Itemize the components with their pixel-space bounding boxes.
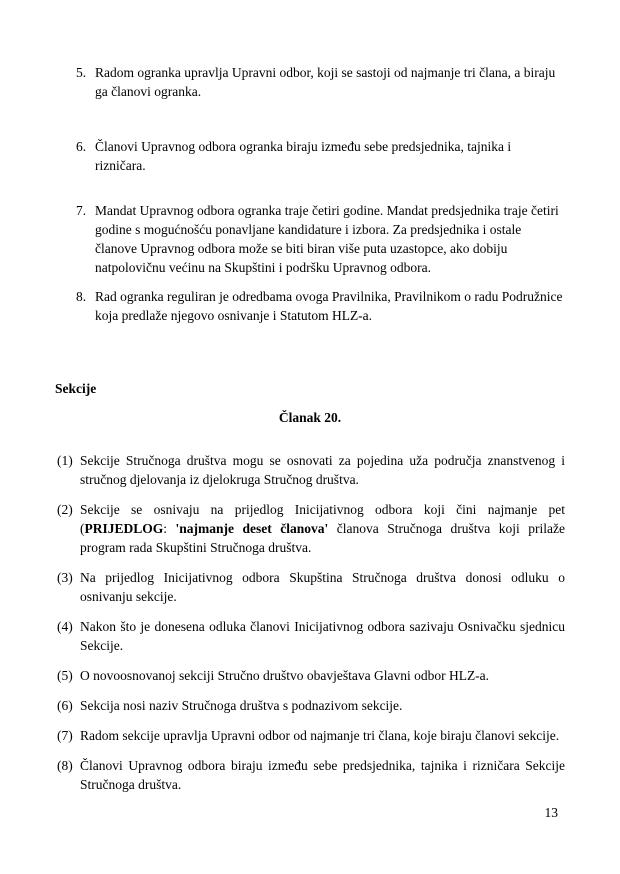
paragraph-text: Radom sekcije upravlja Upravni odbor od najmanje tri člana, koje biraju članovi sekcije. bbox=[80, 728, 560, 743]
item-number: 6. bbox=[76, 139, 87, 154]
paragraph-text: Članovi Upravnog odbora biraju između sebe predsjednika, tajnika i rizničara Sekcije Stručnoga društva. bbox=[80, 758, 565, 792]
paragraph-text: Sekcija nosi naziv Stručnoga društva s podnazivom sekcije. bbox=[80, 698, 403, 713]
paragraph-number: (8) bbox=[57, 758, 73, 773]
page-number: 13 bbox=[544, 805, 558, 820]
paragraph-item bbox=[57, 617, 565, 655]
list-item bbox=[76, 137, 565, 175]
paragraph-number: (6) bbox=[57, 698, 73, 713]
paragraph-text: O novoosnovanoj sekciji Stručno društvo obavještava Glavni odbor HLZ-a. bbox=[80, 668, 490, 683]
paragraph-item bbox=[57, 726, 565, 745]
paragraph-number: (7) bbox=[57, 728, 73, 743]
item-number: 7. bbox=[76, 203, 87, 218]
list-item bbox=[76, 201, 565, 277]
paragraph-text: Sekcije Stručnoga društva mogu se osnovati za pojedina uža područja znanstvenog i stručnog djelovanja iz djelokruga Stručnog društva. bbox=[80, 453, 565, 487]
list-item bbox=[76, 63, 565, 101]
paragraph-number: (1) bbox=[57, 453, 73, 468]
item-text: Mandat Upravnog odbora ogranka traje četiri godine. Mandat predsjednika traje četiri godine s mogućnošću ponavljane kandidature i izbora. Za predsjednika i ostale članove Upravnog odbora može se biti biran više puta uzastopce, ako dobiju natpolovičnu većinu na Skupštini i podršku Upravnog odbora. bbox=[95, 203, 559, 275]
paragraph-number: (3) bbox=[57, 570, 73, 585]
section-heading: Sekcije bbox=[55, 381, 97, 396]
article-heading: Članak 20. bbox=[278, 410, 342, 425]
numbered-list-ogranak bbox=[0, 0, 620, 325]
paragraph-item bbox=[57, 568, 565, 606]
paragraph-item bbox=[57, 696, 565, 715]
item-text: Rad ogranka reguliran je odredbama ovoga Pravilnika, Pravilnikom o radu Podružnice koja predlaže njegovo osnivanje i Statutom HLZ-a. bbox=[95, 289, 563, 323]
paragraph-number: (5) bbox=[57, 668, 73, 683]
item-text: Članovi Upravnog odbora ogranka biraju između sebe predsjednika, tajnika i rizničara. bbox=[95, 139, 512, 173]
list-item bbox=[76, 287, 565, 325]
item-text: Radom ogranka upravlja Upravni odbor, koji se sastoji od najmanje tri člana, a biraju ga članovi ogranka. bbox=[95, 65, 556, 99]
paragraph-item bbox=[57, 756, 565, 794]
paragraph-item bbox=[57, 666, 565, 685]
item-number: 5. bbox=[76, 65, 87, 80]
paragraph-list-sekcije bbox=[0, 451, 620, 794]
paragraph-text: Nakon što je donesena odluka članovi Inicijativnog odbora sazivaju Osnivačku sjednicu Sekcije. bbox=[80, 619, 565, 653]
paragraph-number: (4) bbox=[57, 619, 73, 634]
paragraph-text: Na prijedlog Inicijativnog odbora Skupština Stručnoga društva donosi odluku o osnivanju sekcije. bbox=[80, 570, 565, 604]
paragraph-item bbox=[57, 451, 565, 489]
paragraph-item bbox=[57, 500, 565, 557]
paragraph-number: (2) bbox=[57, 502, 73, 517]
paragraph-text: Sekcije se osnivaju na prijedlog Inicijativnog odbora koji čini najmanje pet (PRIJEDLOG: 'najmanje deset članova' članova Stručnoga društva koji prilaže program rada Skupštini Stručnoga društva. bbox=[80, 502, 565, 555]
item-number: 8. bbox=[76, 289, 87, 304]
